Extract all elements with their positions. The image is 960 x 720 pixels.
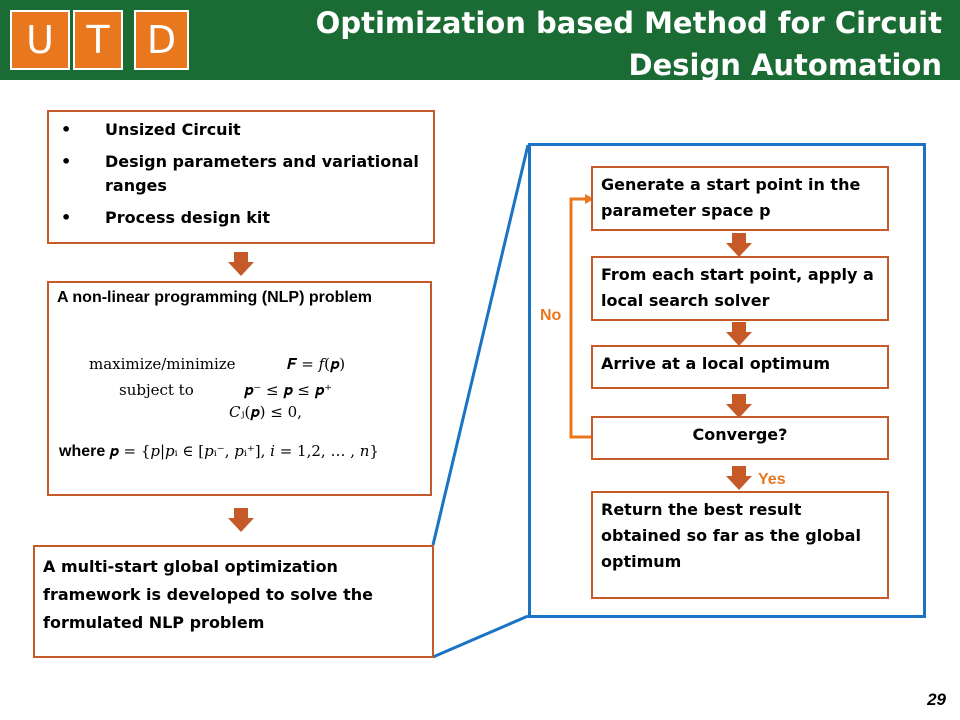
flow-step-local-optimum: Arrive at a local optimum [591, 345, 889, 389]
logo-letter-d: D [134, 10, 189, 70]
where-label: where [59, 443, 106, 460]
zoom-line-bottom [433, 616, 528, 657]
where-expr: 𝒑 = {𝑝|𝑝ᵢ ∈ [𝑝ᵢ⁻, 𝑝ᵢ⁺], 𝑖 = 1,2, … , 𝑛} [109, 442, 379, 460]
down-arrow-1 [228, 252, 254, 276]
input-item: • Process design kit [59, 206, 423, 230]
page-number: 29 [927, 690, 946, 709]
logo-letter-u: U [10, 10, 70, 70]
input-item: • Unsized Circuit [59, 118, 423, 142]
objective-expr: 𝑭 = 𝑓(𝒑) [287, 355, 346, 373]
flow-arrow-2 [726, 322, 752, 346]
framework-box: A multi-start global optimization framework is developed to solve the formulated NLP problem [33, 545, 434, 658]
constraint2-expr: 𝐶ⱼ(𝒑) ≤ 0, [229, 403, 302, 421]
where-clause [59, 441, 419, 462]
down-arrow-2 [228, 508, 254, 532]
nlp-box [47, 281, 432, 496]
inputs-box [47, 110, 435, 244]
objective-label: maximize/minimize [89, 355, 236, 373]
flow-decision-converge: Converge? [591, 416, 889, 460]
flow-step-generate: Generate a start point in the parameter space p [591, 166, 889, 231]
flow-arrow-4 [726, 466, 752, 490]
flow-step-local-search: From each start point, apply a local search solver [591, 256, 889, 321]
flow-arrow-3 [726, 394, 752, 418]
logo-letter-t: T [73, 10, 123, 70]
zoom-line-top [433, 145, 528, 545]
nlp-heading: A non-linear programming (NLP) problem [57, 289, 372, 306]
input-item: • Design parameters and variational ranges [59, 150, 423, 198]
constraint-label: subject to [119, 381, 194, 399]
flow-step-return-result: Return the best result obtained so far as the global optimum [591, 491, 889, 599]
yes-label: Yes [758, 471, 786, 488]
flow-arrow-1 [726, 233, 752, 257]
constraint-expr: 𝒑⁻ ≤ 𝒑 ≤ 𝒑⁺ [244, 381, 332, 399]
no-label: No [540, 307, 562, 324]
slide-title: Optimization based Method for Circuit Design Automation [315, 6, 942, 82]
